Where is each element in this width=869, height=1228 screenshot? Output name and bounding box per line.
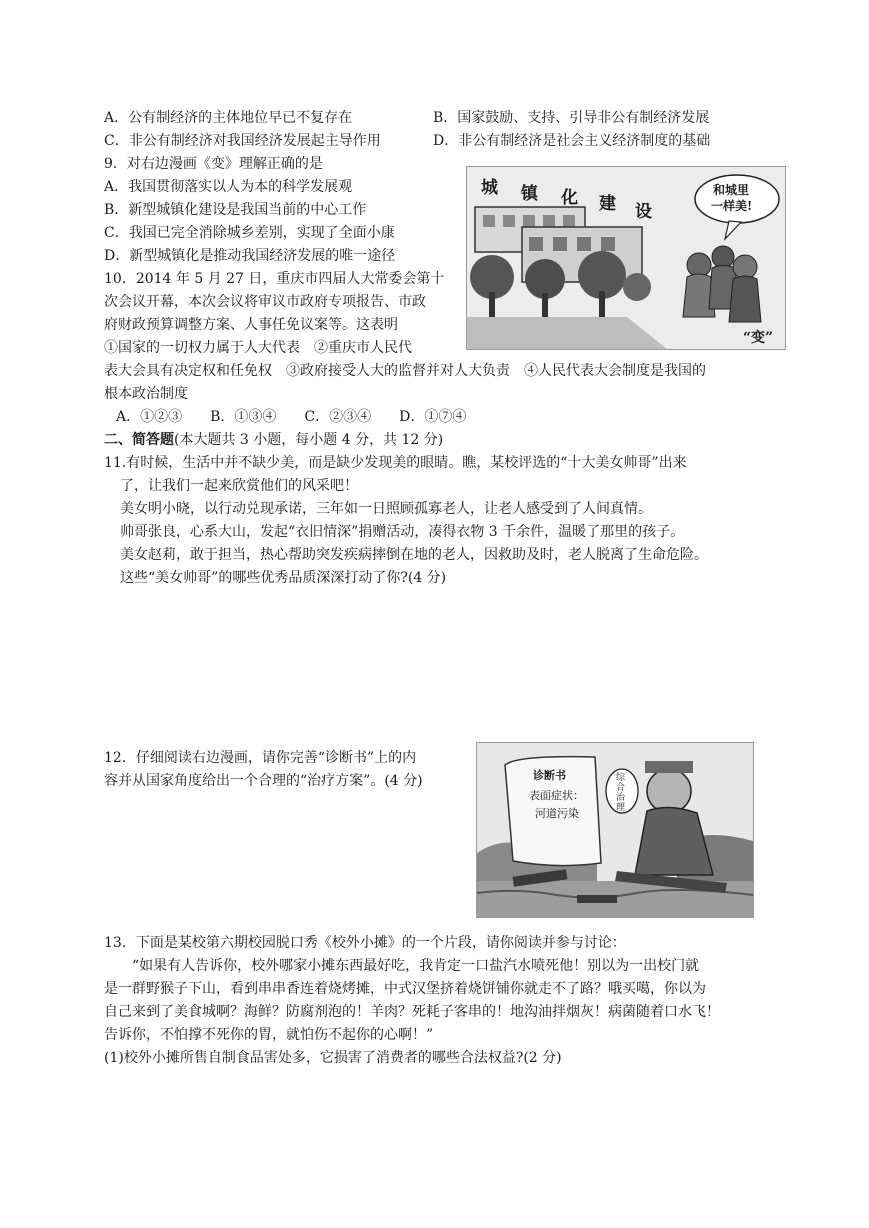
banner-char-5: 设 xyxy=(635,202,652,222)
banner-char-1: 城 xyxy=(481,178,498,198)
q10-options: A．①②③ B．①③④ C．②③④ D．①⑦④ xyxy=(116,409,467,425)
q9-option-c: C．我国已完全消除城乡差别，实现了全面小康 xyxy=(104,225,395,241)
q12-line2: 容并从国家角度给出一个合理的“治疗方案”。(4 分) xyxy=(104,773,423,789)
q9-option-d: D．新型城镇化是推动我国经济发展的唯一途径 xyxy=(104,248,396,264)
q10-line2: 次会议开幕，本次会议将审议市政府专项报告、市政 xyxy=(104,294,426,310)
q13-line5: 告诉你，不怕撑不死你的胃，就怕伤不起你的心啊！” xyxy=(104,1027,434,1043)
q11-line2: 了，让我们一起来欣赏他们的风采吧！ xyxy=(120,478,358,494)
q13-line2: “如果有人告诉你，校外哪家小摊东西最好吃，我肯定一口盐汽水喷死他！别以为一出校门就 xyxy=(132,958,700,974)
q10-line5: 表大会具有决定权和任免权 ③政府接受人大的监督并对人大负责 ④人民代表大会制度是我国的 xyxy=(104,363,706,379)
q9-option-a: A．我国贯彻落实以人为本的科学发展观 xyxy=(104,179,353,195)
q10-line1: 10．2014 年 5 月 27 日，重庆市四届人大常委会第十 xyxy=(104,271,445,287)
q13-line3: 是一群野猴子下山，看到串串香连着烧烤摊，中式汉堡挤着烧饼铺你就走不了路？哦买噶，你以为 xyxy=(104,981,706,997)
section-note: (本大题共 3 小题，每小题 4 分，共 12 分) xyxy=(174,432,444,448)
speech-bubble-line1: 和城里 xyxy=(713,183,750,197)
q8-option-a: A．公有制经济的主体地位早已不复存在 xyxy=(104,110,353,126)
diagnosis-scroll-symptom: 表面症状： xyxy=(529,789,584,802)
q8-option-b: B．国家鼓励、支持、引导非公有制经济发展 xyxy=(433,110,710,126)
section-heading xyxy=(104,430,443,450)
q13-subquestion1: (1)校外小摊所售自制食品害处多，它损害了消费者的哪些合法权益?(2 分) xyxy=(104,1050,562,1066)
q8-option-d: D．非公有制经济是社会主义经济制度的基础 xyxy=(433,133,711,149)
diagnosis-scroll-pollution: 河道污染 xyxy=(535,807,579,820)
q12-line1: 12．仔细阅读右边漫画，请你完善“诊断书”上的内 xyxy=(104,750,417,766)
q11-paragraph1: 美女明小晓，以行动兑现承诺，三年如一日照顾孤寡老人，让老人感受到了人间真情。 xyxy=(120,501,652,517)
urbanization-cartoon xyxy=(466,166,786,350)
q13-line1: 13．下面是某校第六期校园脱口秀《校外小摊》的一个片段，请你阅读并参与讨论： xyxy=(104,935,626,951)
diagnosis-scroll-title: 诊断书 xyxy=(533,769,566,782)
banner-char-4: 建 xyxy=(599,194,616,214)
q11-paragraph2: 帅哥张良，心系大山，发起“衣旧情深”捐赠活动，凑得衣物 3 千余件，温暖了那里的孩子。 xyxy=(120,524,685,540)
q9-option-b: B．新型城镇化建设是我国当前的中心工作 xyxy=(104,202,367,218)
banner-char-3: 化 xyxy=(561,188,578,208)
section-title: 二、简答题 xyxy=(104,432,174,448)
q10-line6: 根本政治制度 xyxy=(104,386,188,402)
cartoon-title: “变” xyxy=(743,330,774,346)
speech-bubble-line2: 一样美! xyxy=(711,199,753,213)
q11-paragraph3: 美女赵莉，敢于担当，热心帮助突发疾病摔倒在地的老人，因救助及时，老人脱离了生命危险。 xyxy=(120,547,708,563)
q11-line1: 11.有时候，生活中并不缺少美，而是缺少发现美的眼睛。瞧，某校评选的“十大美女帅哥”出来 xyxy=(104,455,687,471)
river-pollution-cartoon xyxy=(476,742,754,918)
q8-option-c: C．非公有制经济对我国经济发展起主导作用 xyxy=(104,133,381,149)
q11-question: 这些“美女帅哥”的哪些优秀品质深深打动了你?(4 分) xyxy=(120,570,447,586)
banner-char-2: 镇 xyxy=(521,184,538,204)
treatment-badge: 综合治理 xyxy=(616,773,626,813)
q9-stem: 9．对右边漫画《变》理解正确的是 xyxy=(104,156,323,172)
river-pollution-cartoon-drawing xyxy=(477,743,753,917)
q10-line3: 府财政预算调整方案、人事任免议案等。这表明 xyxy=(104,317,398,333)
q10-line4: ①国家的一切权力属于人大代表 ②重庆市人民代 xyxy=(104,340,412,356)
q13-line4: 自己来到了美食城啊？海鲜？防腐剂泡的！羊肉？死耗子客串的！地沟油拌烟灰！病菌随着口水飞！ xyxy=(104,1004,720,1020)
